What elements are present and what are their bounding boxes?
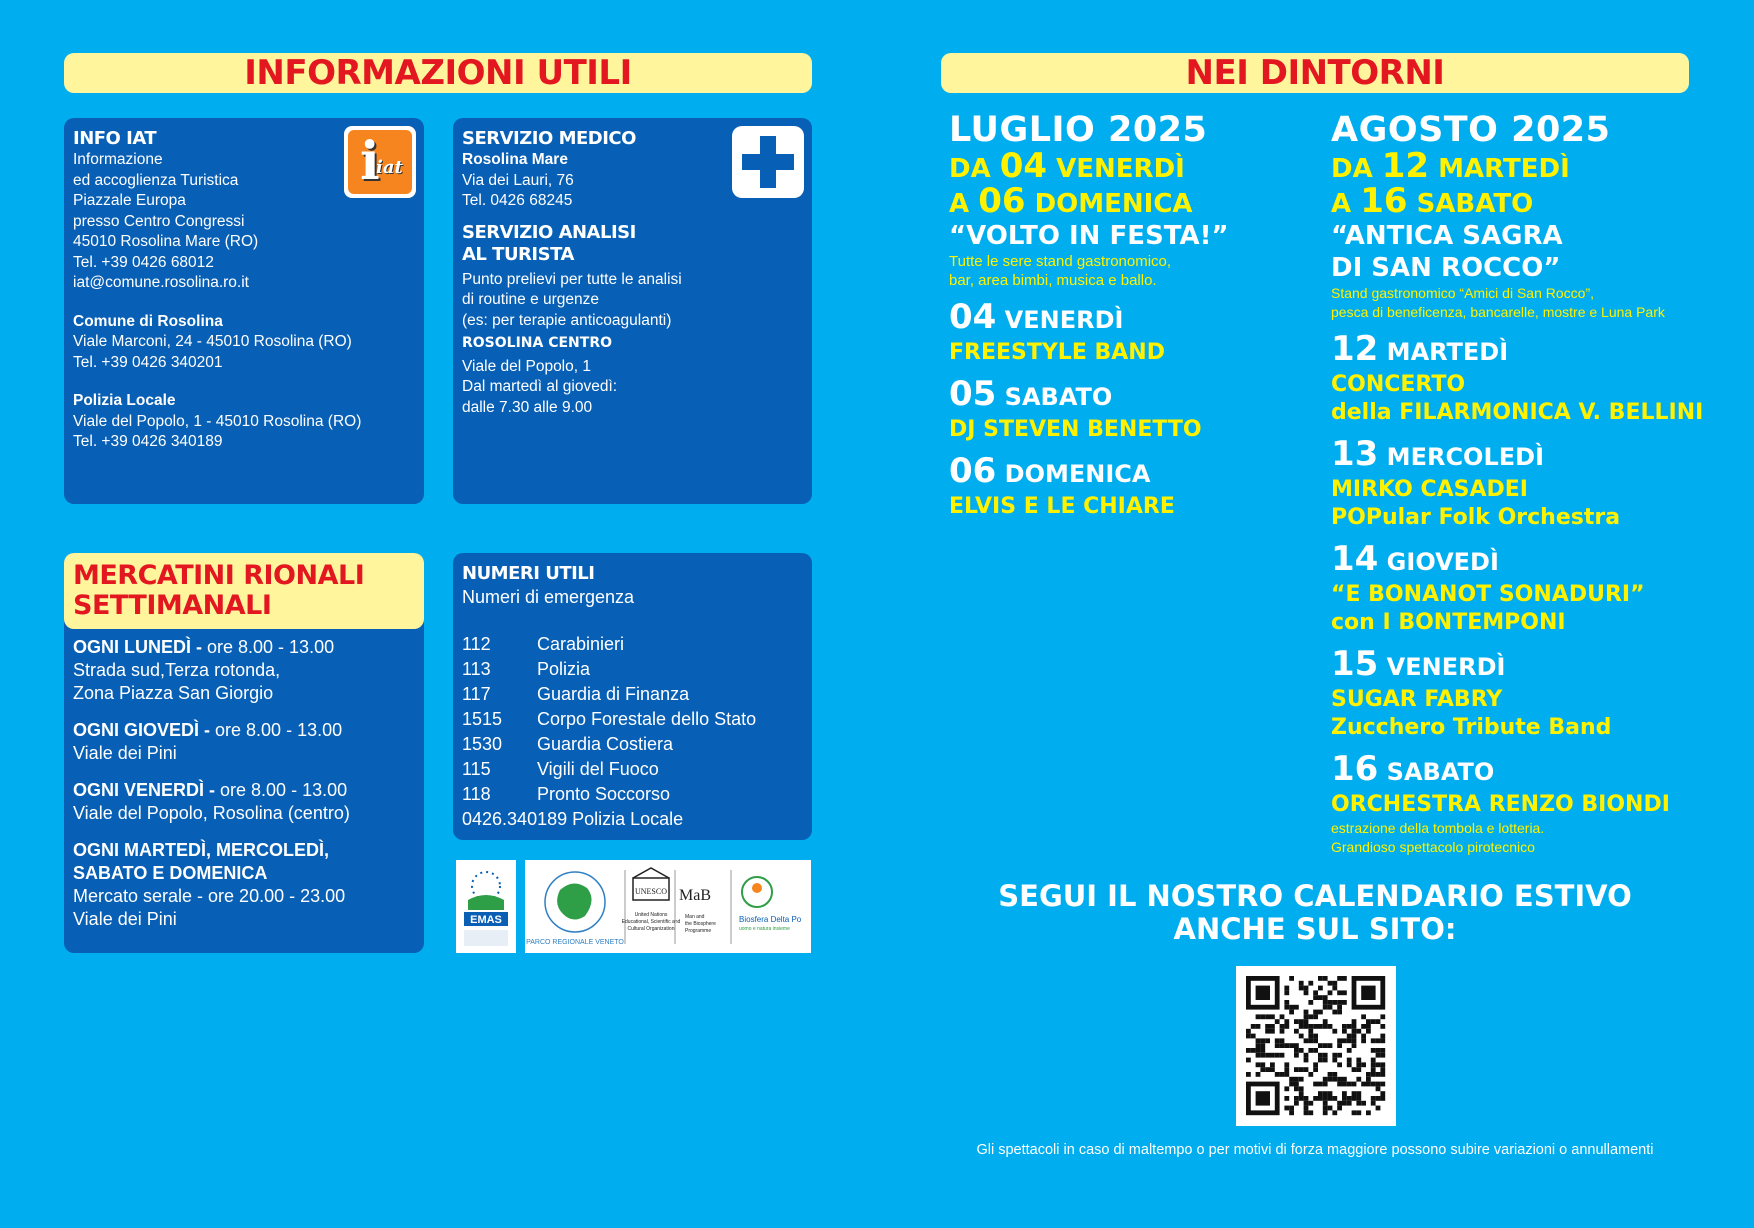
- numeri-utili-box: [453, 553, 812, 840]
- info-iat-title: INFO IAT: [73, 128, 157, 149]
- nei-dintorni-banner: NEI DINTORNI: [941, 53, 1689, 93]
- agosto-day-15: 15 VENERDÌ SUGAR FABRY Zucchero Tribute Band: [1331, 644, 1612, 740]
- emergency-row: 115 Vigili del Fuoco: [462, 759, 659, 779]
- svg-text:MaB: MaB: [679, 887, 711, 904]
- partner-logos: [525, 860, 811, 953]
- svg-text:the Biosphere: the Biosphere: [685, 921, 716, 927]
- emergency-row: 113 Polizia: [462, 659, 591, 679]
- centro-title: ROSOLINA CENTRO: [462, 335, 613, 351]
- agosto-day-14: 14 GIOVEDÌ “E BONANOT SONADURI” con I BONTEMPONI: [1331, 539, 1645, 635]
- luglio-month: LUGLIO 2025: [949, 110, 1208, 150]
- polizia-tel: Tel. +39 0426 340189: [73, 433, 223, 450]
- agosto-day-13: 13 MERCOLEDÌ MIRKO CASADEI POPular Folk Orchestra: [1331, 434, 1621, 530]
- comune-tel: Tel. +39 0426 340201: [73, 353, 223, 371]
- svg-text:EMAS: EMAS: [470, 914, 502, 926]
- svg-text:UNESCO: UNESCO: [634, 887, 668, 896]
- analisi-title: SERVIZIO ANALISI AL TURISTA: [462, 221, 636, 265]
- emergency-row: 1530 Guardia Costiera: [462, 734, 674, 754]
- mercatino-giovedi: OGNI GIOVEDÌ - ore 8.00 - 13.00 Viale dei Pini: [73, 720, 343, 763]
- numeri-title: NUMERI UTILI: [462, 563, 595, 584]
- agosto-a: A 16 SABATO: [1331, 181, 1534, 221]
- iat-lines: Informazione ed accoglienza Turistica Piazzale Europa presso Centro Congressi 45010 Rosolina Mare (RO) Tel. +39 0426 68012 iat@comune.rosolina.ro.it: [73, 151, 259, 291]
- emergency-row: 117 Guardia di Finanza: [462, 684, 690, 704]
- agosto-day-16: 16 SABATO ORCHESTRA RENZO BIONDI estrazione della tombola e lotteria. Grandioso spettacolo pirotecnico: [1331, 749, 1670, 855]
- info-utili-banner: INFORMAZIONI UTILI: [64, 53, 812, 93]
- numeri-subtitle: Numeri di emergenza: [462, 587, 635, 607]
- svg-text:United Nations: United Nations: [634, 912, 668, 918]
- medical-cross-icon: [732, 126, 804, 198]
- luglio-notes: Tutte le sere stand gastronomico, bar, area bimbi, musica e ballo.: [949, 253, 1172, 289]
- info-iat-box: [64, 118, 424, 504]
- medico-tel: Tel. 0426 68245: [462, 192, 573, 209]
- emergency-row: 112 Carabinieri: [462, 634, 625, 654]
- luglio-day-05: 05 SABATO DJ STEVEN BENETTO: [949, 374, 1202, 442]
- emergency-row: 1515 Corpo Forestale dello Stato: [462, 709, 757, 729]
- iat-logo-icon: i iat: [344, 126, 416, 198]
- svg-text:Programme: Programme: [685, 928, 712, 934]
- mercatino-serale: OGNI MARTEDÌ, MERCOLEDÌ, SABATO E DOMENICA Mercato serale - ore 20.00 - 23.00 Viale dei Pini: [73, 840, 346, 929]
- mercatino-lunedi: OGNI LUNEDÌ - ore 8.00 - 13.00 Strada sud,Terza rotonda, Zona Piazza San Giorgio: [73, 637, 335, 703]
- centro-lines: Viale del Popolo, 1 Dal martedì al giovedì: dalle 7.30 alle 9.00: [462, 357, 618, 416]
- polizia-title: Polizia Locale: [73, 392, 176, 409]
- disclaimer: Gli spettacoli in caso di maltempo o per motivi di forza maggiore possono subire variazioni o annullamenti: [976, 1142, 1654, 1158]
- luglio-column: [949, 110, 1319, 521]
- mercatino-venerdi: OGNI VENERDÌ - ore 8.00 - 13.00 Viale del Popolo, Rosolina (centro): [73, 780, 350, 823]
- luglio-a: A 06 DOMENICA: [949, 181, 1193, 221]
- agosto-da: DA 12 MARTEDÌ: [1331, 146, 1570, 186]
- servizio-medico-box: [453, 118, 812, 504]
- qr-code[interactable]: [1236, 966, 1396, 1126]
- agosto-event-title: “ANTICA SAGRA DI SAN ROCCO”: [1331, 221, 1563, 283]
- luglio-day-06: 06 DOMENICA ELVIS E LE CHIARE: [949, 451, 1175, 519]
- emergency-row: 118 Pronto Soccorso: [462, 784, 671, 804]
- emas-logo: [456, 860, 516, 953]
- svg-text:Cultural Organization: Cultural Organization: [627, 926, 675, 932]
- svg-text:uomo e natura insieme: uomo e natura insieme: [739, 926, 790, 932]
- polizia-locale-number: 0426.340189 Polizia Locale: [462, 809, 684, 829]
- agosto-month: AGOSTO 2025: [1331, 110, 1611, 150]
- comune-title: Comune di Rosolina: [73, 312, 223, 330]
- mercatini-box: [64, 553, 424, 953]
- luglio-event-title: “VOLTO IN FESTA!”: [949, 221, 1229, 251]
- luglio-day-04: 04 VENERDÌ FREESTYLE BAND: [949, 297, 1165, 365]
- medico-title: SERVIZIO MEDICO: [462, 128, 636, 149]
- polizia-address: Viale del Popolo, 1 - 45010 Rosolina (RO): [73, 412, 362, 430]
- agosto-notes: Stand gastronomico “Amici di San Rocco”, pesca di beneficenza, bancarelle, mostre e Luna Park: [1331, 285, 1665, 320]
- analisi-lines: Punto prelievi per tutte le analisi di routine e urgenze (es: per terapie anticoagulanti): [462, 270, 682, 329]
- mercatini-banner: MERCATINI RIONALI SETTIMANALI: [64, 553, 424, 629]
- medico-subtitle: Rosolina Mare: [462, 151, 568, 168]
- svg-text:Man and: Man and: [685, 914, 705, 920]
- svg-text:PARCO REGIONALE VENETO: PARCO REGIONALE VENETO: [526, 939, 624, 946]
- agosto-day-12: 12 MARTEDÌ CONCERTO della FILARMONICA V. BELLINI: [1331, 329, 1704, 425]
- svg-text:Educational, Scientific and: Educational, Scientific and: [621, 919, 681, 925]
- svg-text:Biosfera Delta Po: Biosfera Delta Po: [739, 915, 802, 924]
- agosto-column: [1331, 110, 1731, 857]
- luglio-da: DA 04 VENERDÌ: [949, 146, 1185, 186]
- segui-calendario: SEGUI IL NOSTRO CALENDARIO ESTIVO ANCHE SUL SITO:: [998, 879, 1632, 946]
- medico-address: Via dei Lauri, 76: [462, 171, 574, 189]
- comune-address: Viale Marconi, 24 - 45010 Rosolina (RO): [73, 333, 352, 350]
